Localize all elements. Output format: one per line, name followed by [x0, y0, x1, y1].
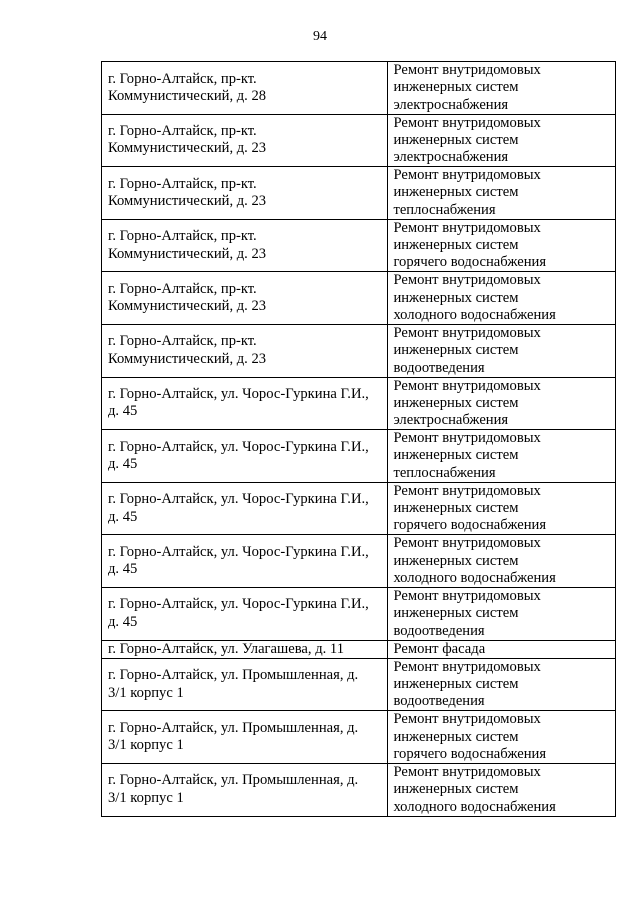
table-row	[102, 711, 616, 764]
table-row	[102, 764, 616, 817]
table-row	[102, 167, 616, 220]
table-row	[102, 483, 616, 536]
table-row	[102, 378, 616, 431]
page-number: 94	[313, 29, 327, 44]
table-row	[102, 588, 616, 641]
table-row	[102, 220, 616, 273]
work-cell: Ремонт внутридомовых инженерных систем горячего водоснабжения	[388, 220, 616, 273]
work-cell: Ремонт внутридомовых инженерных систем теплоснабжения	[388, 167, 616, 220]
table-row	[102, 272, 616, 325]
address-cell: г. Горно-Алтайск, пр-кт. Коммунистический, д. 23	[102, 272, 388, 325]
address-cell: г. Горно-Алтайск, ул. Чорос-Гуркина Г.И., д. 45	[102, 378, 388, 431]
work-cell: Ремонт внутридомовых инженерных систем холодного водоснабжения	[388, 535, 616, 588]
address-cell: г. Горно-Алтайск, ул. Промышленная, д. 3/1 корпус 1	[102, 711, 388, 764]
address-cell: г. Горно-Алтайск, ул. Улагашева, д. 11	[102, 641, 388, 659]
work-cell: Ремонт внутридомовых инженерных систем холодного водоснабжения	[388, 272, 616, 325]
table-row	[102, 535, 616, 588]
address-cell: г. Горно-Алтайск, пр-кт. Коммунистический, д. 23	[102, 325, 388, 378]
table-row	[102, 641, 616, 659]
work-cell: Ремонт внутридомовых инженерных систем электроснабжения	[388, 378, 616, 431]
address-cell: г. Горно-Алтайск, пр-кт. Коммунистический, д. 23	[102, 167, 388, 220]
table-row	[102, 115, 616, 168]
address-cell: г. Горно-Алтайск, ул. Чорос-Гуркина Г.И., д. 45	[102, 483, 388, 536]
work-cell: Ремонт внутридомовых инженерных систем водоотведения	[388, 325, 616, 378]
table-row	[102, 659, 616, 712]
work-cell: Ремонт внутридомовых инженерных систем водоотведения	[388, 588, 616, 641]
address-cell: г. Горно-Алтайск, ул. Чорос-Гуркина Г.И., д. 45	[102, 588, 388, 641]
work-cell: Ремонт фасада	[388, 641, 616, 659]
works-table	[101, 61, 616, 817]
address-cell: г. Горно-Алтайск, пр-кт. Коммунистический, д. 23	[102, 115, 388, 168]
address-cell: г. Горно-Алтайск, пр-кт. Коммунистический, д. 28	[102, 62, 388, 115]
table-row	[102, 62, 616, 115]
work-cell: Ремонт внутридомовых инженерных систем водоотведения	[388, 659, 616, 712]
address-cell: г. Горно-Алтайск, пр-кт. Коммунистический, д. 23	[102, 220, 388, 273]
address-cell: г. Горно-Алтайск, ул. Промышленная, д. 3/1 корпус 1	[102, 659, 388, 712]
table-row	[102, 325, 616, 378]
work-cell: Ремонт внутридомовых инженерных систем холодного водоснабжения	[388, 764, 616, 817]
work-cell: Ремонт внутридомовых инженерных систем электроснабжения	[388, 115, 616, 168]
work-cell: Ремонт внутридомовых инженерных систем горячего водоснабжения	[388, 711, 616, 764]
address-cell: г. Горно-Алтайск, ул. Чорос-Гуркина Г.И., д. 45	[102, 430, 388, 483]
work-cell: Ремонт внутридомовых инженерных систем горячего водоснабжения	[388, 483, 616, 536]
address-cell: г. Горно-Алтайск, ул. Промышленная, д. 3/1 корпус 1	[102, 764, 388, 817]
table-row	[102, 430, 616, 483]
work-cell: Ремонт внутридомовых инженерных систем теплоснабжения	[388, 430, 616, 483]
work-cell: Ремонт внутридомовых инженерных систем электроснабжения	[388, 62, 616, 115]
address-cell: г. Горно-Алтайск, ул. Чорос-Гуркина Г.И., д. 45	[102, 535, 388, 588]
